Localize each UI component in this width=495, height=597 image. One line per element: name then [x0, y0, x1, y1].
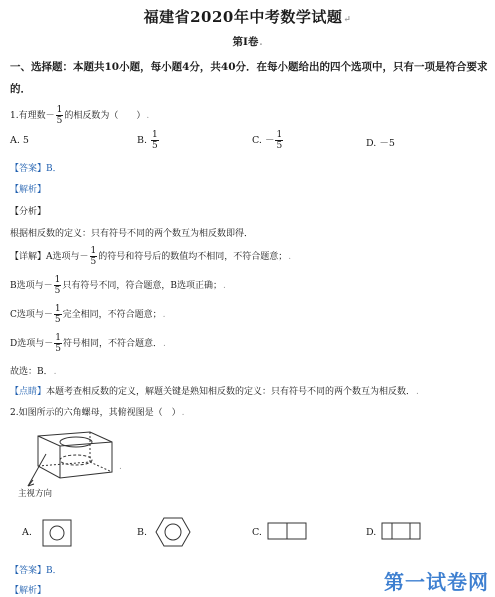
paragraph-mark: ↵ [343, 15, 352, 25]
option-b: B. $\frac{1}{5}$ [137, 130, 158, 151]
answer-tag: 【答案】B． [10, 164, 62, 174]
volume-heading: 第Ⅰ卷. [232, 36, 263, 48]
dianjing: 【点睛】本题考查相反数的定义，解题关键是熟知相反数的定义：只有符号不同的两个数互为相反数．. [10, 387, 419, 397]
conclusion: 故选：B．. [10, 367, 57, 377]
q2-option-a-label: A. [22, 527, 32, 538]
detail-b: B选项与－ $\frac{1}{5}$ 只有符号不同，符合题意，B选项正确；. [10, 275, 226, 296]
fenxi-body: 根据相反数的定义：只有符号不同的两个数互为相反数即得． [10, 229, 254, 239]
two-rectangles-icon [266, 520, 310, 544]
option-a: A. 5 [10, 135, 29, 146]
three-rectangles-icon [380, 520, 424, 544]
question-1-stem: 1.有理数－ $\frac{1}{5}$ 的相反数为（ ）. [10, 105, 150, 126]
square-with-circle-icon [40, 517, 74, 549]
fenxi-heading: 【分析】 [10, 207, 47, 217]
analysis-tag: 【解析】 [10, 185, 47, 195]
view-direction-label: 主视方向 [18, 489, 53, 499]
detail-d: D选项与－ $\frac{1}{5}$ 符号相同，不符合题意．. [10, 333, 166, 354]
question-2-stem: 2.如图所示的六角螺母，其俯视图是（ ）. [10, 408, 185, 418]
fraction: $\frac{1}{5}$ [56, 105, 63, 126]
q2-option-d-label: D. [366, 527, 377, 538]
q2-option-c-label: C. [252, 527, 262, 538]
option-d: D. －5 [366, 138, 395, 149]
q2-analysis-tag: 【解析】 [10, 586, 47, 596]
option-c: C. － $\frac{1}{5}$ [252, 130, 283, 151]
detail-c: C选项与－ $\frac{1}{5}$ 完全相同，不符合题意；. [10, 304, 166, 325]
q2-option-b-label: B. [137, 527, 148, 538]
page-title: 福建省2020年中考数学试题↵ [143, 8, 352, 26]
hexagon-with-circle-icon [155, 515, 191, 549]
q2-answer-tag: 【答案】B． [10, 566, 62, 576]
section-heading: 一、选择题：本题共10小题，每小题4分，共40分．在每小题给出的四个选项中，只有一项是符合要求的． [10, 61, 488, 95]
detail-a: 【详解】A选项与－ $\frac{1}{5}$ 的符号和符号后的数值均不相同，不符合题意；. [10, 246, 292, 267]
site-watermark-logo: 第一试卷网 [384, 570, 489, 594]
